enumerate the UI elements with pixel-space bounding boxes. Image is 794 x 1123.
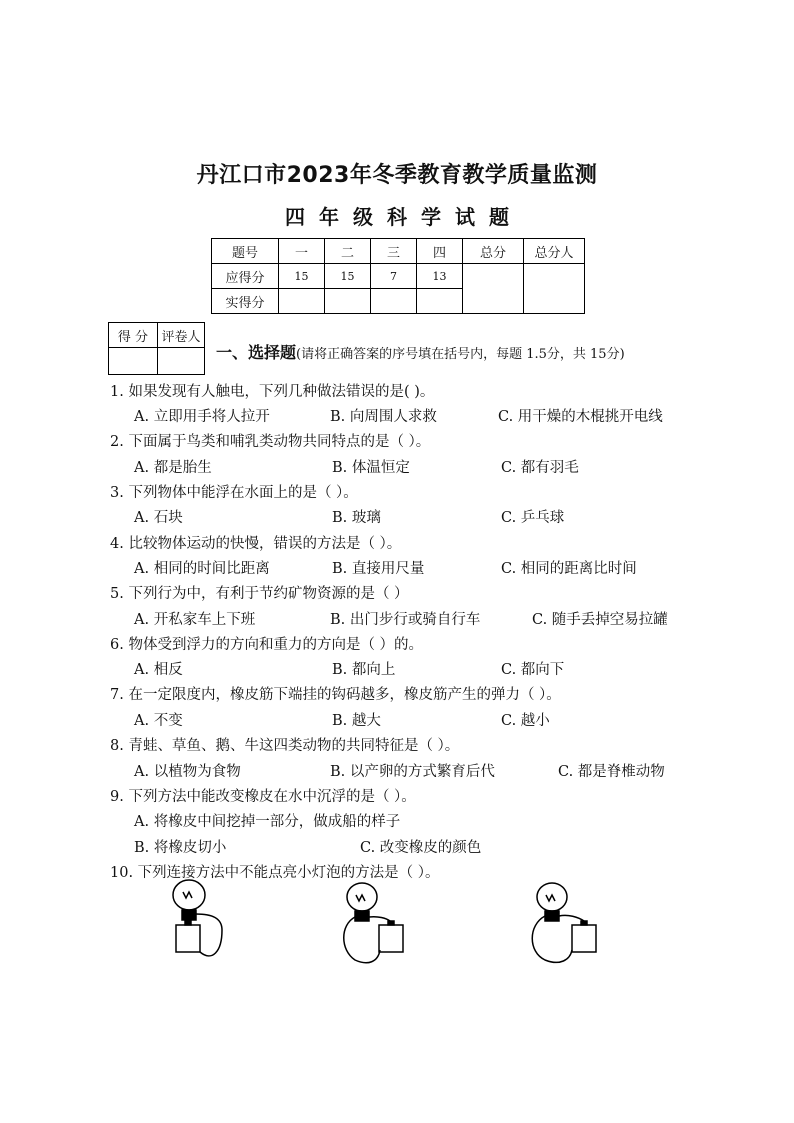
circuit-a: [173, 880, 222, 956]
section-title: 一、选择题: [216, 343, 297, 362]
actual-score-cell[interactable]: [417, 289, 463, 314]
filament-icon: [183, 892, 192, 898]
question-8: 8. 青蛙、草鱼、鹅、牛这四类动物的共同特征是（ ）。: [110, 738, 460, 754]
battery-icon: [572, 925, 596, 952]
wire-icon: [369, 917, 390, 921]
filament-icon: [356, 895, 365, 901]
wire-icon: [532, 916, 572, 962]
score-table-full-row: [212, 264, 585, 289]
score-cell: 二: [325, 239, 371, 264]
question-1-option-b: B. 向周围人求救: [330, 409, 437, 425]
grader-name-cell[interactable]: [158, 348, 205, 375]
question-3: 3. 下列物体中能浮在水面上的是（ ）。: [110, 485, 358, 501]
bulb-base-icon: [355, 911, 369, 921]
question-8-option-a: A. 以植物为食物: [134, 764, 241, 780]
score-cell: 13: [417, 264, 463, 289]
question-2-option-a: A. 都是胎生: [134, 460, 212, 476]
score-cell: 实得分: [212, 289, 279, 314]
question-2-option-c: C. 都有羽毛: [501, 460, 579, 476]
question-8-option-c: C. 都是脊椎动物: [558, 764, 665, 780]
wire-icon: [559, 915, 584, 921]
circuit-b: [344, 883, 403, 963]
wire-icon: [344, 917, 380, 963]
grader-score-label: 得 分: [109, 323, 158, 348]
score-cell: 一: [279, 239, 325, 264]
question-4: 4. 比较物体运动的快慢，错误的方法是（ ）。: [110, 536, 402, 552]
question-6: 6. 物体受到浮力的方向和重力的方向是（ ）的。: [110, 637, 424, 653]
question-4-option-a: A. 相同的时间比距离: [134, 561, 270, 577]
question-7-option-a: A. 不变: [134, 713, 183, 729]
actual-score-cell[interactable]: [325, 289, 371, 314]
score-cell: 四: [417, 239, 463, 264]
question-1-option-c: C. 用干燥的木棍挑开电线: [498, 409, 663, 425]
score-cell: 应得分: [212, 264, 279, 289]
score-cell: 三: [371, 239, 417, 264]
question-6-option-c: C. 都向下: [501, 662, 565, 678]
score-cell: 15: [279, 264, 325, 289]
actual-score-cell[interactable]: [279, 289, 325, 314]
section-note: (请将正确答案的序号填在括号内，每题 1.5分，共 15分): [296, 347, 625, 362]
total-scorer-cell[interactable]: [524, 264, 585, 314]
actual-score-cell[interactable]: [371, 289, 417, 314]
bulb-base-icon: [545, 911, 559, 921]
question-2-option-b: B. 体温恒定: [332, 460, 410, 476]
grader-score-cell[interactable]: [109, 348, 158, 375]
grader-name-label: 评卷人: [158, 323, 205, 348]
question-7-option-b: B. 越大: [332, 713, 381, 729]
question-9: 9. 下列方法中能改变橡皮在水中沉浮的是（ ）。: [110, 789, 416, 805]
question-8-option-b: B. 以产卵的方式繁育后代: [330, 764, 495, 780]
battery-icon: [176, 925, 200, 952]
circuit-c: [532, 883, 596, 962]
question-9-option-b: B. 将橡皮切小: [134, 840, 227, 856]
score-table-header-row: [212, 239, 585, 264]
score-cell: 15: [325, 264, 371, 289]
filament-icon: [546, 895, 555, 901]
question-1-option-a: A. 立即用手将人拉开: [134, 409, 270, 425]
question-5-option-a: A. 开私家车上下班: [134, 612, 256, 628]
score-cell: 题号: [212, 239, 279, 264]
battery-icon: [379, 925, 403, 952]
score-cell: 总分人: [524, 239, 585, 264]
question-1: 1. 如果发现有人触电，下列几种做法错误的是( )。: [110, 384, 435, 400]
question-3-option-b: B. 玻璃: [332, 510, 381, 526]
question-2: 2. 下面属于鸟类和哺乳类动物共同特点的是（ ）。: [110, 434, 431, 450]
question-7: 7. 在一定限度内，橡皮筋下端挂的钩码越多，橡皮筋产生的弹力（ ）。: [110, 687, 561, 703]
grader-box: [108, 322, 205, 375]
question-7-option-c: C. 越小: [501, 713, 550, 729]
section-heading: [216, 340, 625, 363]
question-5-option-b: B. 出门步行或骑自行车: [330, 612, 481, 628]
exam-title: 丹江口市2023年冬季教育教学质量监测: [196, 163, 598, 188]
bulb-base-icon: [182, 910, 196, 920]
question-6-option-b: B. 都向上: [332, 662, 396, 678]
score-cell: 总分: [463, 239, 524, 264]
question-6-option-a: A. 相反: [134, 662, 183, 678]
question-4-option-c: C. 相同的距离比时间: [501, 561, 637, 577]
question-4-option-b: B. 直接用尺量: [332, 561, 425, 577]
total-score-cell[interactable]: [463, 264, 524, 314]
question-9-option-a: A. 将橡皮中间挖掉一部分，做成船的样子: [134, 814, 401, 830]
bulb-glass-icon: [537, 883, 567, 911]
bulb-glass-icon: [173, 880, 205, 910]
score-cell: 7: [371, 264, 417, 289]
exam-subtitle: 四年级科学试题: [285, 205, 523, 229]
question-5-option-c: C. 随手丢掉空易拉罐: [532, 612, 668, 628]
question-3-option-c: C. 乒乓球: [501, 510, 565, 526]
question-10: 10. 下列连接方法中不能点亮小灯泡的方法是（ ）。: [110, 865, 440, 881]
circuit-diagrams: [0, 870, 794, 970]
question-9-option-c: C. 改变橡皮的颜色: [360, 840, 482, 856]
question-5: 5. 下列行为中，有利于节约矿物资源的是（ ）: [110, 586, 409, 602]
score-table: [211, 238, 585, 314]
question-3-option-a: A. 石块: [134, 510, 183, 526]
bulb-glass-icon: [347, 883, 377, 911]
